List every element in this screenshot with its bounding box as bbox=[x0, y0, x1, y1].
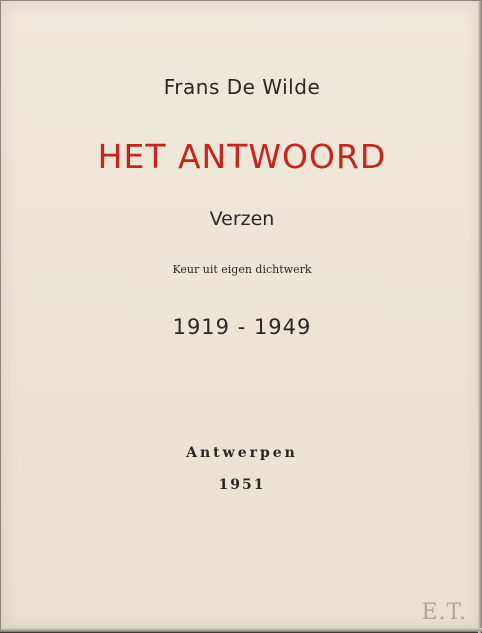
author-name: Frans De Wilde bbox=[163, 75, 321, 99]
publication-year: 1951 bbox=[218, 477, 266, 493]
cover-bottom-edge bbox=[1, 628, 482, 631]
seller-watermark: E.T. bbox=[421, 600, 467, 625]
publication-place: Antwerpen bbox=[186, 445, 298, 461]
year-range: 1919 - 1949 bbox=[172, 315, 312, 339]
cover-right-edge bbox=[478, 1, 481, 633]
book-subtitle: Verzen bbox=[209, 208, 275, 230]
book-title: HET ANTWOORD bbox=[97, 137, 387, 176]
selection-note: Keur uit eigen dichtwerk bbox=[172, 263, 312, 276]
